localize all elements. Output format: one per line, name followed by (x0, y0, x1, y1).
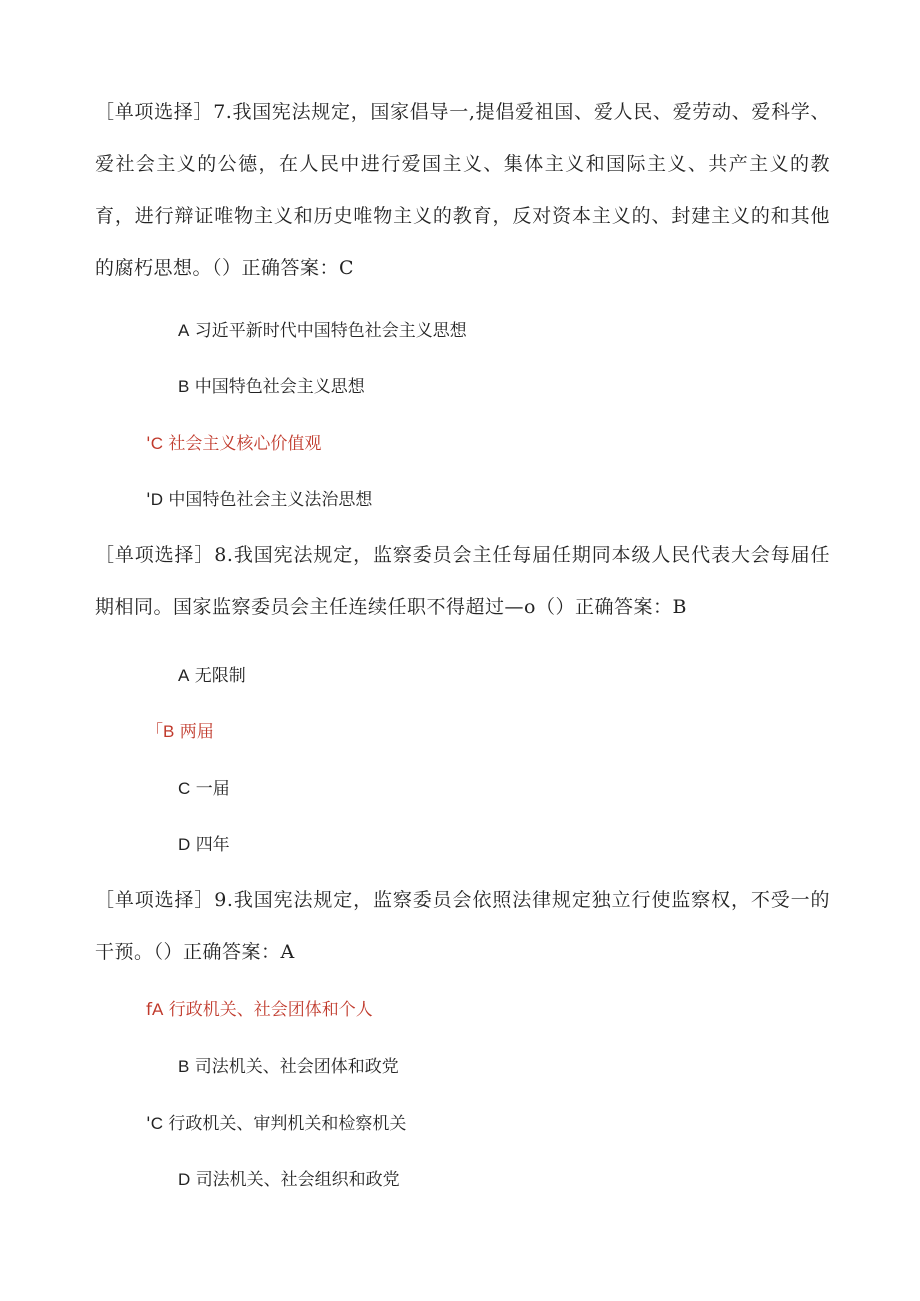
option-letter: C (178, 779, 191, 798)
question-9-option-b (178, 1055, 399, 1079)
question-8-option-b (146, 720, 214, 744)
option-letter: A (178, 321, 190, 340)
option-letter: A (178, 666, 190, 685)
option-letter: D (178, 835, 191, 854)
option-text: 两届 (179, 722, 214, 742)
question-9-text: ［单项选择］9.我国宪法规定，监察委员会依照法律规定独立行使监察权，不受一的干预。（）正确答案：A (95, 889, 830, 963)
option-letter: C (150, 434, 163, 453)
option-text: 司法机关、社会组织和政党 (195, 1170, 400, 1190)
question-7-option-c (146, 432, 321, 456)
option-text: 行政机关、审判机关和检察机关 (168, 1114, 407, 1134)
question-9-option-d (178, 1168, 400, 1192)
option-text: 社会主义核心价值观 (168, 434, 322, 454)
question-7-option-d (146, 488, 372, 512)
question-9-option-c (146, 1112, 406, 1136)
question-8-option-a (178, 664, 246, 688)
option-mark: ' (146, 490, 151, 510)
question-8-text: ［单项选择］8.我国宪法规定，监察委员会主任每届任期同本级人民代表大会每届任期相同。国家监察委员会主任连续任职不得超过—o（）正确答案：B (95, 544, 830, 618)
option-mark: f (146, 1000, 152, 1020)
question-9-option-a (146, 998, 373, 1022)
question-7-option-a (178, 319, 467, 343)
option-text: 行政机关、社会团体和个人 (168, 1000, 373, 1020)
question-8-option-c (178, 777, 230, 801)
option-text: 中国特色社会主义法治思想 (168, 490, 373, 510)
option-letter: C (150, 1114, 163, 1133)
question-7-text: ［单项选择］7.我国宪法规定，国家倡导一,提倡爱祖国、爱人民、爱劳动、爱科学、爱社会主义的公德，在人民中进行爱国主义、集体主义和国际主义、共产主义的教育，进行辩证唯物主义和历史唯物主义的教育，反对资本主义的、封建主义的和其他的腐朽思想。（）正确答案：C (95, 101, 830, 279)
option-text: 习近平新时代中国特色社会主义思想 (194, 321, 467, 341)
option-letter: D (178, 1170, 191, 1189)
question-7-option-b (178, 375, 365, 399)
option-letter: D (150, 490, 163, 509)
option-text: 司法机关、社会团体和政党 (194, 1057, 399, 1077)
option-letter: B (178, 377, 190, 396)
option-text: 中国特色社会主义思想 (194, 377, 365, 397)
option-mark: ' (146, 1114, 151, 1134)
option-letter: B (163, 722, 175, 741)
question-8-option-d (178, 833, 230, 857)
option-letter: B (178, 1057, 190, 1076)
option-text: 一届 (195, 779, 230, 799)
option-mark: ' (146, 434, 151, 454)
option-mark: 「 (146, 722, 163, 742)
option-text: 无限制 (194, 666, 246, 686)
option-letter: A (152, 1000, 164, 1019)
option-text: 四年 (195, 835, 230, 855)
